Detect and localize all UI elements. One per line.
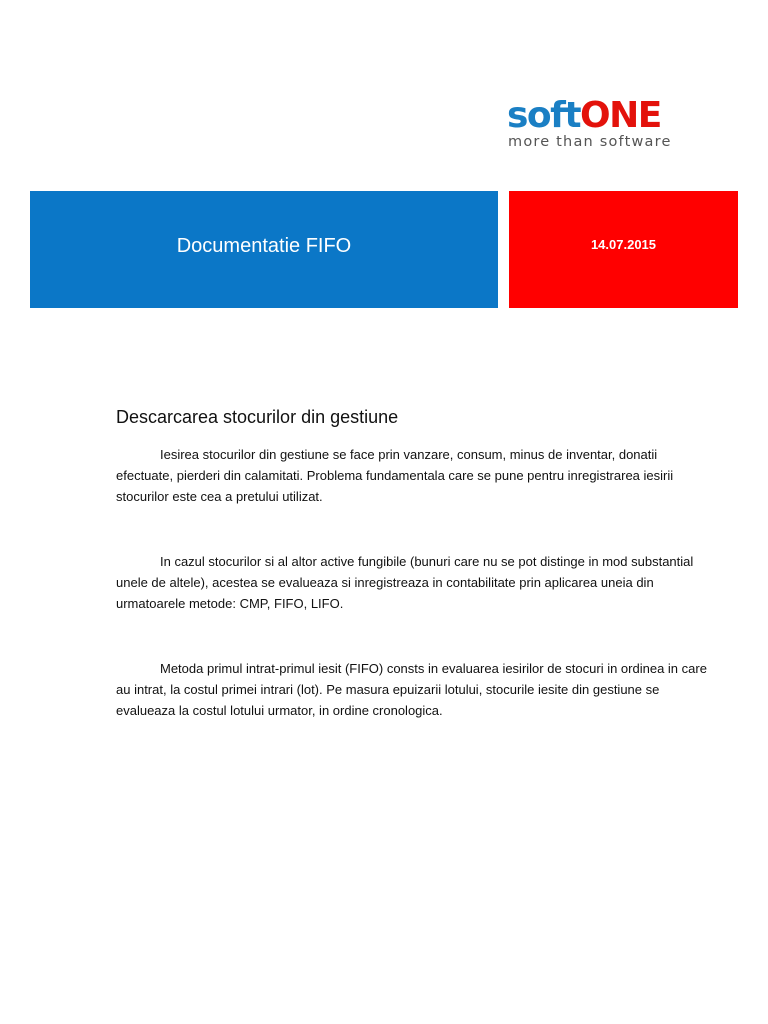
- document-body: [116, 404, 716, 721]
- document-title: Documentatie FIFO: [176, 235, 352, 257]
- section-heading: Descarcarea stocurilor din gestiune: [116, 407, 399, 427]
- title-banner: [30, 191, 498, 308]
- logo-word-soft: soft: [507, 95, 581, 136]
- paragraph-iesirea: Iesirea stocurilor din gestiune se face prin vanzare, consum, minus de inventar, donatii efectuate, pierderi din calamitati. Problema fundamentala care se pune pentru inregistrarea iesirii stocurilor este cea a pretului utilizat.: [116, 447, 674, 504]
- date-banner: [509, 191, 738, 308]
- paragraph-active-fungibile: In cazul stocurilor si al altor active fungibile (bunuri care nu se pot distinge in mod substantial unele de altele), acestea se evalueaza si inregistreaza in contabilitate prin aplicarea uneia din urmatoarele metode: CMP, FIFO, LIFO.: [116, 554, 694, 611]
- document-date: 14.07.2015: [590, 237, 657, 252]
- logo-tagline: more than software: [508, 134, 672, 150]
- paragraph-metoda-fifo: Metoda primul intrat-primul iesit (FIFO) consts in evaluarea iesirilor de stocuri in ordinea in care au intrat, la costul primei intrari (lot). Pe masura epuizarii lotului, stocurile iesite din gestiune se evalueaza la costul lotului urmator, in ordine cronologica.: [116, 661, 707, 718]
- logo-wordmark: [507, 95, 661, 136]
- softone-logo: [507, 95, 697, 155]
- logo-word-one: ONE: [580, 95, 661, 136]
